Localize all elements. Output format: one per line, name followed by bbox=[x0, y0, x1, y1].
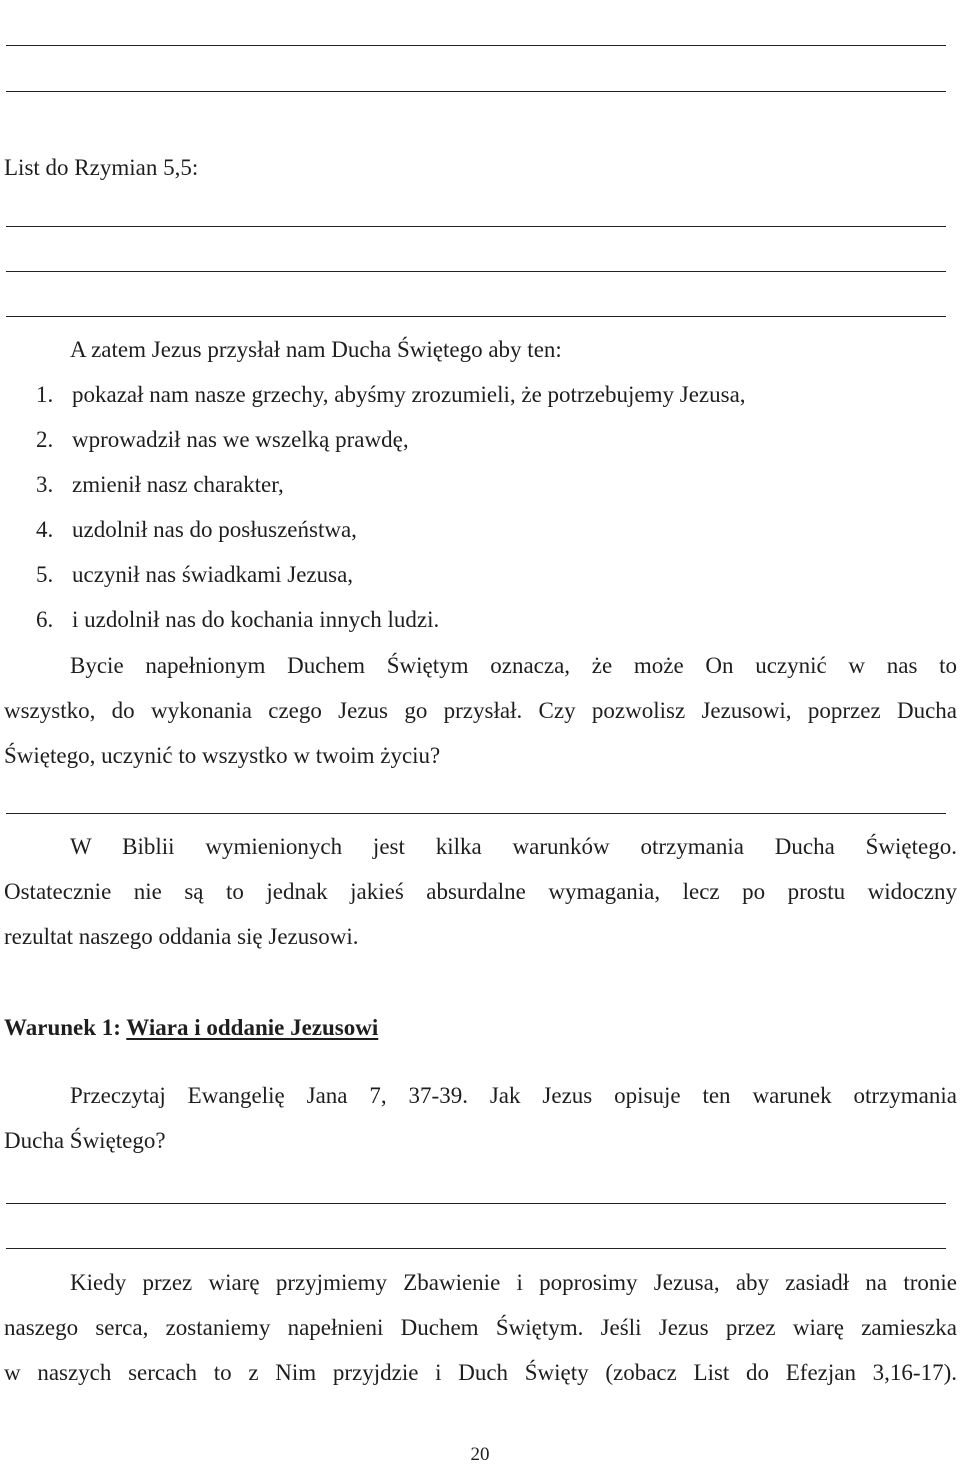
paragraph-line: Świętego, uczynić to wszystko w twoim życiu? bbox=[4, 743, 441, 768]
page-number: 20 bbox=[470, 1444, 490, 1465]
paragraph-line: Ostatecznie nie są to jednak jakieś absurdalne wymagania, lecz po prostu widoczny bbox=[4, 879, 957, 904]
heading-title: Wiara i oddanie Jezusowi bbox=[126, 1015, 379, 1040]
section-label: List do Rzymian 5,5: bbox=[4, 155, 199, 180]
condition-heading bbox=[4, 1014, 378, 1042]
paragraph-line: Ducha Świętego? bbox=[4, 1128, 166, 1153]
list-item: zmienił nasz charakter, bbox=[72, 472, 284, 497]
heading-prefix: Warunek 1: bbox=[4, 1015, 121, 1040]
paragraph-line: w naszych sercach to z Nim przyjdzie i Duch Święty (zobacz List do Efezjan 3,16-17). bbox=[4, 1360, 957, 1385]
list-number: 4. bbox=[36, 517, 54, 542]
paragraph-line: naszego serca, zostaniemy napełnieni Duchem Świętym. Jeśli Jezus przez wiarę zamieszka bbox=[4, 1315, 957, 1340]
list-number: 5. bbox=[36, 562, 54, 587]
answer-line[interactable] bbox=[6, 226, 946, 227]
paragraph-line: rezultat naszego oddania się Jezusowi. bbox=[4, 924, 359, 949]
list-number: 6. bbox=[36, 607, 54, 632]
answer-line[interactable] bbox=[6, 1248, 946, 1249]
answer-line[interactable] bbox=[6, 1203, 946, 1204]
list-item: uzdolnił nas do posłuszeństwa, bbox=[72, 517, 357, 542]
answer-line[interactable] bbox=[6, 91, 946, 92]
paragraph-line: Bycie napełnionym Duchem Świętym oznacza, że może On uczynić w nas to bbox=[70, 653, 957, 678]
answer-line[interactable] bbox=[6, 45, 946, 46]
answer-line[interactable] bbox=[6, 271, 946, 272]
paragraph-line: Kiedy przez wiarę przyjmiemy Zbawienie i poprosimy Jezusa, aby zasiadł na tronie bbox=[70, 1270, 957, 1295]
answer-line[interactable] bbox=[6, 813, 946, 814]
list-item: wprowadził nas we wszelką prawdę, bbox=[72, 427, 409, 452]
paragraph-line: W Biblii wymienionych jest kilka warunków otrzymania Ducha Świętego. bbox=[70, 834, 957, 859]
list-number: 3. bbox=[36, 472, 54, 497]
list-item: uczynił nas świadkami Jezusa, bbox=[72, 562, 354, 587]
list-number: 1. bbox=[36, 382, 54, 407]
list-item: pokazał nam nasze grzechy, abyśmy zrozumieli, że potrzebujemy Jezusa, bbox=[72, 382, 746, 407]
paragraph-line: wszystko, do wykonania czego Jezus go przysłał. Czy pozwolisz Jezusowi, poprzez Ducha bbox=[4, 698, 957, 723]
list-number: 2. bbox=[36, 427, 54, 452]
answer-line[interactable] bbox=[6, 316, 946, 317]
list-intro: A zatem Jezus przysłał nam Ducha Świętego aby ten: bbox=[70, 337, 562, 362]
list-item: i uzdolnił nas do kochania innych ludzi. bbox=[72, 607, 440, 632]
paragraph-line: Przeczytaj Ewangelię Jana 7, 37-39. Jak Jezus opisuje ten warunek otrzymania bbox=[70, 1083, 957, 1108]
